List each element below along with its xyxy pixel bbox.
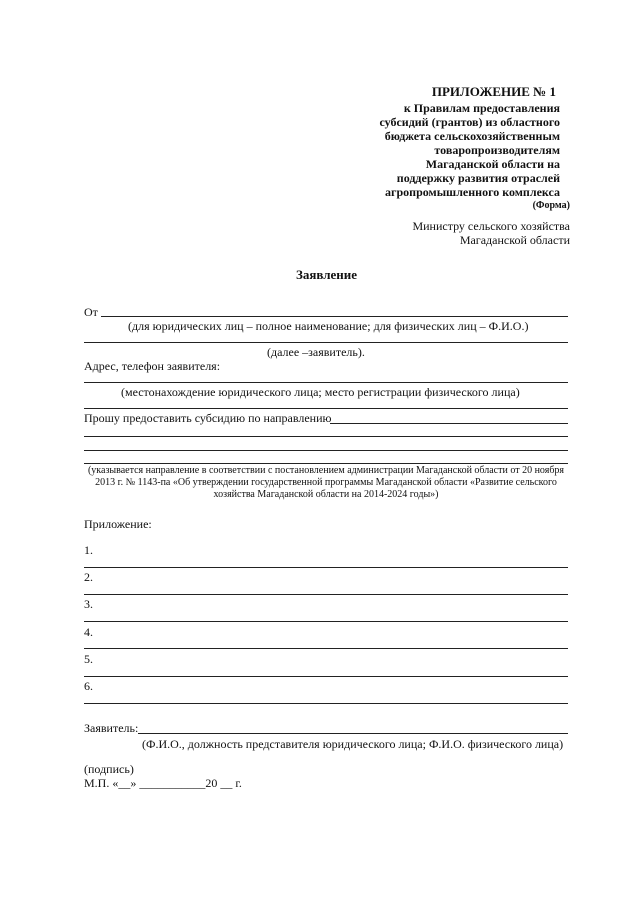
- stamp-date-line: М.П. «__» ___________20 __ г.: [84, 776, 242, 790]
- appendix-line: товаропроизводителям: [434, 143, 560, 157]
- address-field-line-2[interactable]: [84, 408, 568, 409]
- applicant-field-line[interactable]: [138, 733, 568, 734]
- attachment-number: 3.: [84, 597, 93, 611]
- request-hint-line: 2013 г. № 1143-па «Об утверждении государственной программы Магаданской области «Развитие сельского: [95, 477, 557, 488]
- request-hint-line: (указывается направление в соответствии с постановлением администрации Магаданской области от 20 ноября: [87, 465, 565, 476]
- address-label: Адрес, телефон заявителя:: [84, 359, 221, 373]
- appendix-line: субсидий (грантов) из областного: [379, 115, 560, 129]
- attachment-number: 2.: [84, 570, 93, 584]
- appendix-line: бюджета сельскохозяйственным: [384, 129, 560, 143]
- request-field-line-4[interactable]: [84, 463, 568, 464]
- signature-note: (подпись): [84, 762, 134, 776]
- from-field-line-2[interactable]: [84, 342, 568, 343]
- request-label: Прошу предоставить субсидию по направлению: [84, 411, 332, 425]
- request-hint-line: хозяйства Магаданской области на 2014-2024 годы»): [213, 489, 439, 500]
- appendix-title: ПРИЛОЖЕНИЕ № 1: [431, 84, 556, 99]
- from-label: От: [84, 305, 98, 319]
- attachment-field-line[interactable]: [84, 594, 568, 595]
- from-field-line[interactable]: [101, 316, 568, 317]
- attachment-number: 5.: [84, 652, 93, 666]
- address-hint: (местонахождение юридического лица; место регистрации физического лица): [121, 385, 520, 399]
- attachment-field-line[interactable]: [84, 676, 568, 677]
- request-field-line[interactable]: [330, 423, 568, 424]
- addressee-line: Магаданской области: [459, 233, 570, 247]
- appendix-line: агропромышленного комплекса: [385, 185, 560, 199]
- applicant-hint: (Ф.И.О., должность представителя юридического лица; Ф.И.О. физического лица): [142, 737, 564, 751]
- attachment-number: 6.: [84, 679, 93, 693]
- appendix-line: Магаданской области на: [425, 157, 560, 171]
- attachments-label: Приложение:: [84, 517, 152, 531]
- from-hint: (для юридических лиц – полное наименование; для физических лиц – Ф.И.О.): [128, 319, 529, 333]
- applicant-label: Заявитель:: [84, 721, 139, 735]
- form-note: (Форма): [532, 200, 570, 211]
- request-field-line-2[interactable]: [84, 436, 568, 437]
- appendix-line: к Правилам предоставления: [403, 101, 560, 115]
- appendix-line: поддержку развития отраслей: [396, 171, 560, 185]
- applicant-note: (далее –заявитель).: [267, 345, 365, 359]
- attachment-field-line[interactable]: [84, 703, 568, 704]
- document-title: Заявление: [296, 267, 358, 282]
- attachment-field-line[interactable]: [84, 621, 568, 622]
- addressee-line: Министру сельского хозяйства: [412, 219, 570, 233]
- attachment-number: 1.: [84, 543, 93, 557]
- attachment-number: 4.: [84, 625, 93, 639]
- attachment-field-line[interactable]: [84, 567, 568, 568]
- address-field-line[interactable]: [84, 382, 568, 383]
- attachment-field-line[interactable]: [84, 648, 568, 649]
- request-field-line-3[interactable]: [84, 450, 568, 451]
